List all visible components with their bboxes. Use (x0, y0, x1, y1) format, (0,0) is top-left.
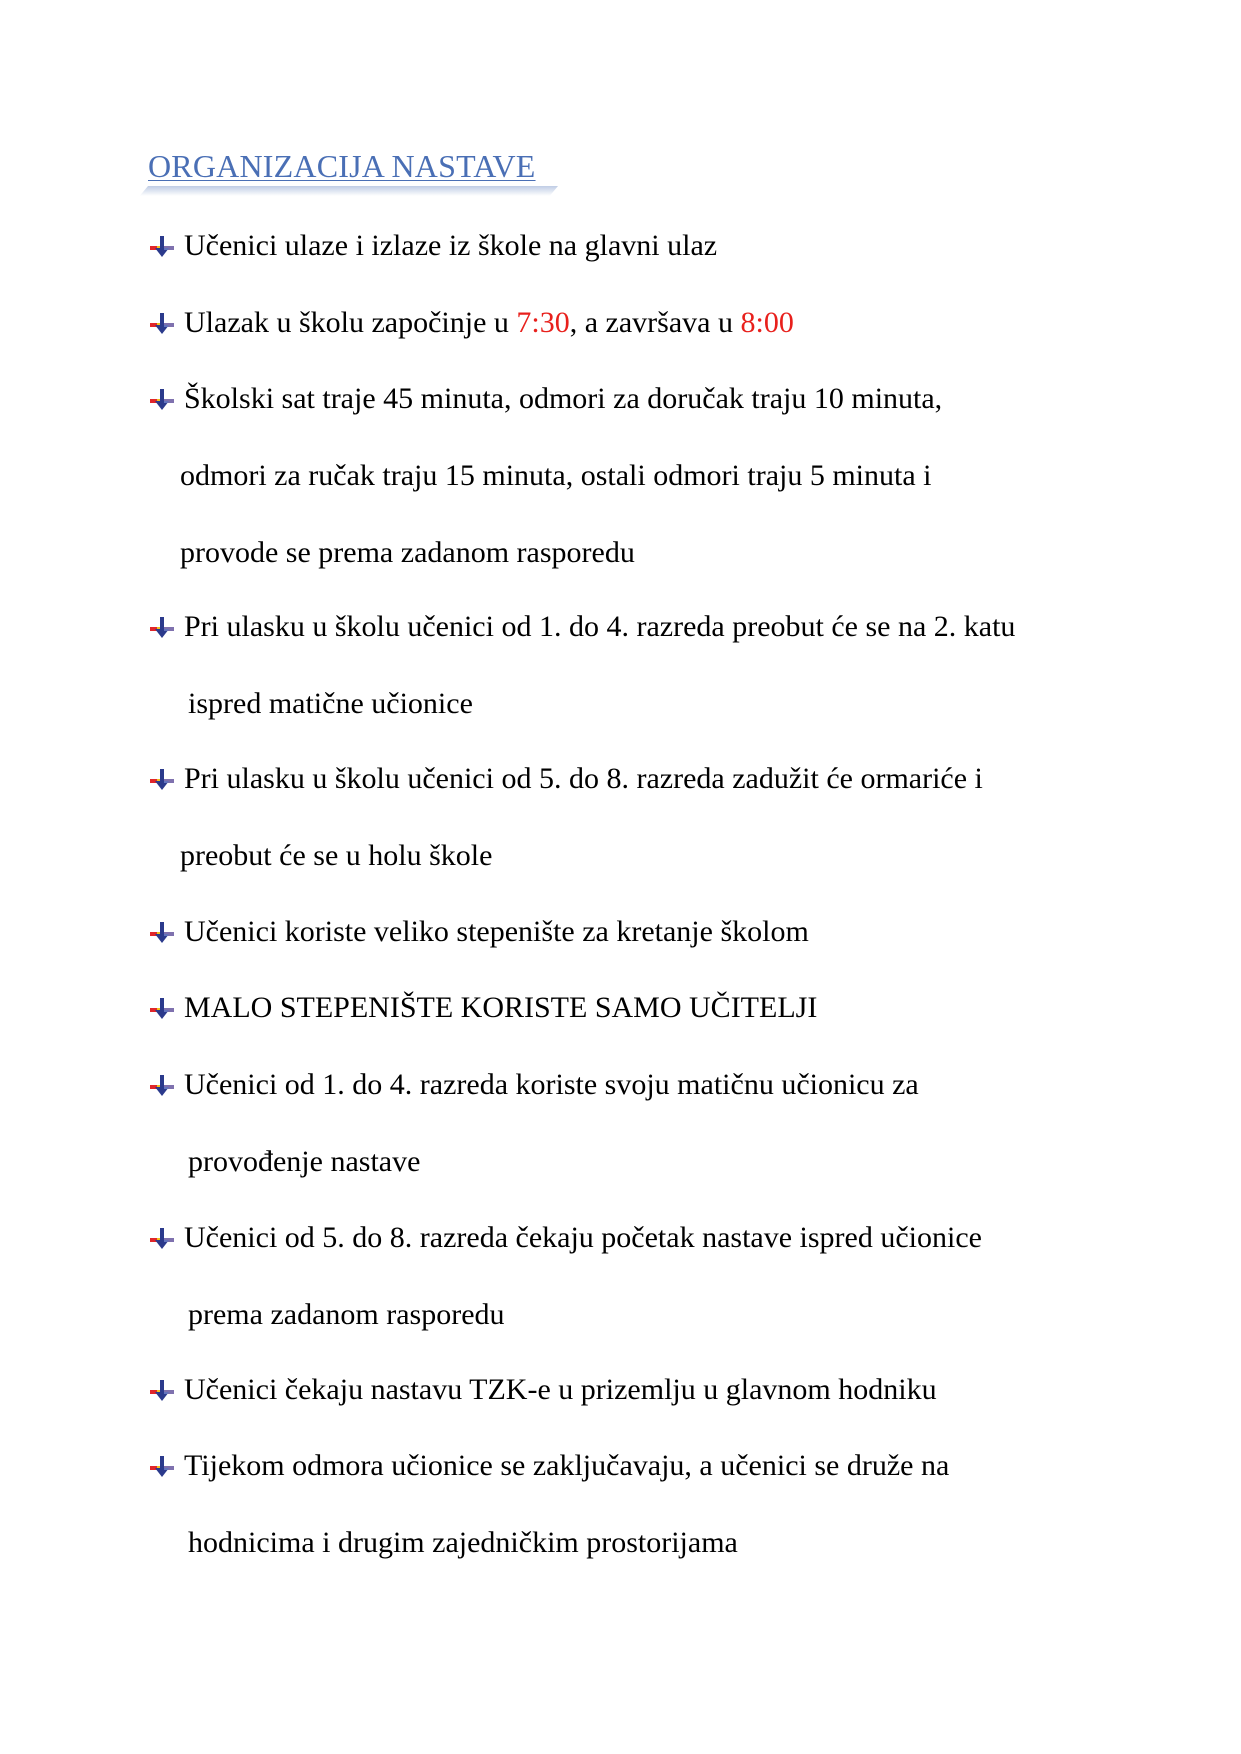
list-item-continuation: prema zadanom rasporedu (188, 1298, 505, 1331)
list-item-continuation: ispred matične učionice (188, 687, 473, 720)
arrow-down-bullet-icon (148, 309, 176, 337)
list-item-text: , a završava u (569, 306, 741, 339)
arrow-down-bullet-icon (148, 1376, 176, 1404)
end-time: 8:00 (740, 306, 794, 339)
list-item: Školski sat traje 45 minuta, odmori za doručak traju 10 minuta, (184, 382, 943, 415)
list-item: Tijekom odmora učionice se zaključavaju, a učenici se druže na (184, 1449, 950, 1482)
arrow-down-bullet-icon (148, 1224, 176, 1252)
list-item-continuation: hodnicima i drugim zajedničkim prostorijama (188, 1526, 738, 1559)
arrow-down-bullet-icon (148, 765, 176, 793)
list-item-continuation: provode se prema zadanom rasporedu (180, 536, 635, 569)
list-item: Učenici koriste veliko stepenište za kretanje školom (184, 915, 809, 948)
arrow-down-bullet-icon (148, 918, 176, 946)
list-item-text: Ulazak u školu započinje u (184, 306, 517, 339)
list-item (184, 303, 794, 343)
arrow-down-bullet-icon (148, 1071, 176, 1099)
list-item: Učenici od 5. do 8. razreda čekaju početak nastave ispred učionice (184, 1221, 982, 1254)
arrow-down-bullet-icon (148, 1452, 176, 1480)
list-item-continuation: preobut će se u holu škole (180, 839, 493, 872)
list-item: Pri ulasku u školu učenici od 1. do 4. razreda preobut će se na 2. katu (184, 610, 1016, 643)
arrow-down-bullet-icon (148, 385, 176, 413)
list-item: MALO STEPENIŠTE KORISTE SAMO UČITELJI (184, 991, 818, 1024)
list-item: Učenici od 1. do 4. razreda koriste svoju matičnu učionicu za (184, 1068, 919, 1101)
arrow-down-bullet-icon (148, 232, 176, 260)
list-item-continuation: provođenje nastave (188, 1145, 421, 1178)
title-shadow (140, 186, 558, 196)
arrow-down-bullet-icon (148, 613, 176, 641)
start-time: 7:30 (516, 306, 570, 339)
list-item: Učenici čekaju nastavu TZK-e u prizemlju u glavnom hodniku (184, 1373, 937, 1406)
page-title: ORGANIZACIJA NASTAVE (148, 148, 536, 184)
list-item-continuation: odmori za ručak traju 15 minuta, ostali odmori traju 5 minuta i (180, 459, 932, 492)
list-item: Pri ulasku u školu učenici od 5. do 8. razreda zadužit će ormariće i (184, 762, 983, 795)
list-item: Učenici ulaze i izlaze iz škole na glavni ulaz (184, 229, 718, 262)
arrow-down-bullet-icon (148, 994, 176, 1022)
